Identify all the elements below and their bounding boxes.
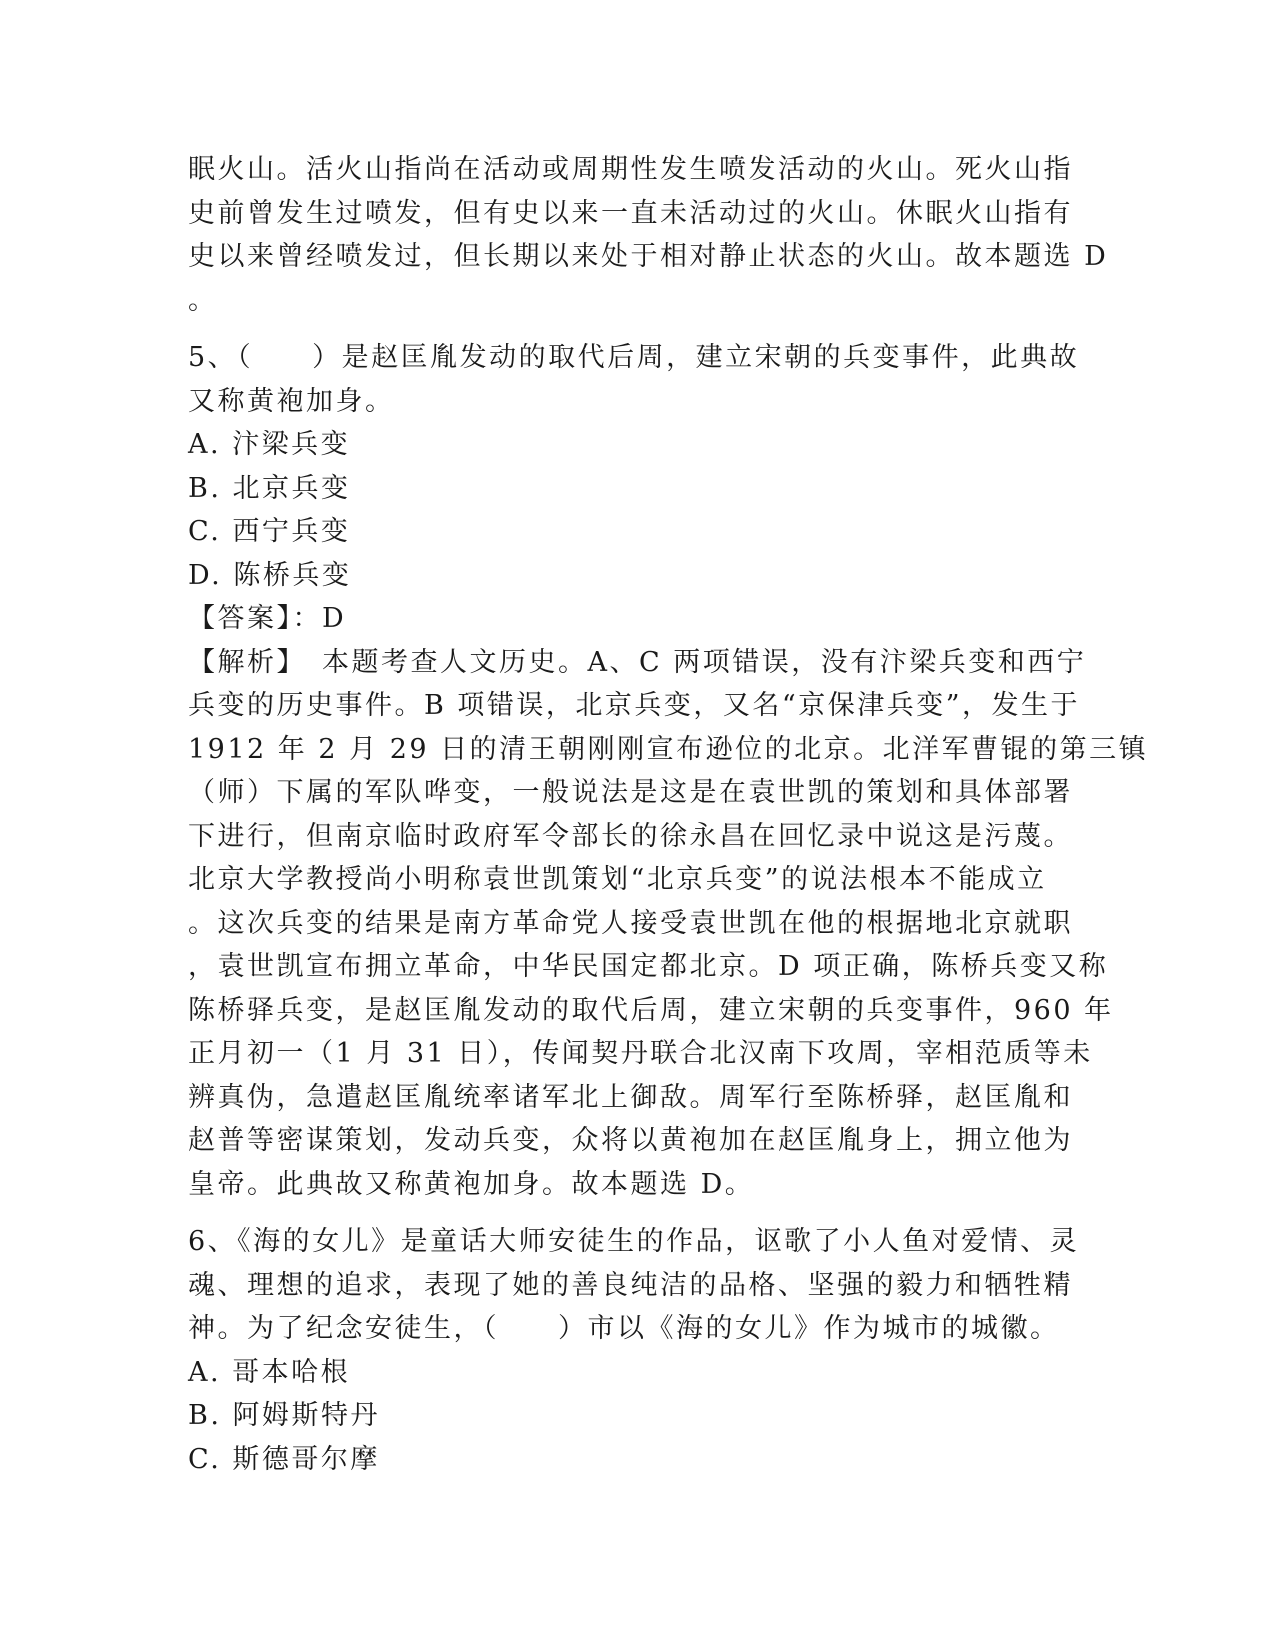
analysis-line: 陈桥驿兵变，是赵匡胤发动的取代后周，建立宋朝的兵变事件，960 年 bbox=[188, 994, 1114, 1026]
option-b: B. 北京兵变 bbox=[188, 472, 351, 504]
analysis-line: 辨真伪，急遣赵匡胤统率诸军北上御敌。周军行至陈桥驿，赵匡胤和 bbox=[188, 1081, 1073, 1113]
option-c: C. 西宁兵变 bbox=[188, 516, 351, 547]
answer: 【答案】：D bbox=[188, 603, 347, 634]
analysis-line: 【解析】 本题考查人文历史。A、C 两项错误，没有汴梁兵变和西宁 bbox=[188, 646, 1087, 678]
analysis-line: 1912 年 2 月 29 日的清王朝刚刚宣布逊位的北京。北洋军曹锟的第三镇 bbox=[188, 733, 1149, 765]
question-5 bbox=[188, 336, 1149, 1206]
text-line: 史前曾发生过喷发，但有史以来一直未活动过的火山。休眠火山指有 bbox=[188, 197, 1073, 229]
analysis-line: 赵普等密谋策划，发动兵变，众将以黄袍加在赵匡胤身上，拥立他为 bbox=[188, 1125, 1073, 1156]
question-stem: 魂、理想的追求，表现了她的善良纯洁的品格、坚强的毅力和牺牲精 bbox=[188, 1269, 1073, 1301]
analysis-line: 兵变的历史事件。B 项错误，北京兵变，又名“京保津兵变”，发生于 bbox=[188, 690, 1081, 721]
analysis-line: 正月初一（1 月 31 日），传闻契丹联合北汉南下攻周，宰相范质等未 bbox=[188, 1038, 1093, 1069]
analysis-line: （师）下属的军队哗变，一般说法是这是在袁世凯的策划和具体部署 bbox=[188, 777, 1073, 808]
option-c: C. 斯德哥尔摩 bbox=[188, 1443, 380, 1475]
question-6 bbox=[188, 1220, 1088, 1481]
analysis-line: 皇帝。此典故又称黄袍加身。故本题选 D。 bbox=[188, 1168, 755, 1200]
analysis bbox=[188, 641, 1149, 1207]
question-stem: 6、《海的女儿》是童话大师安徒生的作品，讴歌了小人鱼对爱情、灵 bbox=[188, 1226, 1080, 1257]
previous-analysis-continuation bbox=[188, 148, 1109, 322]
text-line: 眠火山。活火山指尚在活动或周期性发生喷发活动的火山。死火山指 bbox=[188, 154, 1073, 185]
option-a: A. 哥本哈根 bbox=[188, 1356, 351, 1388]
question-stem: 5、（ ）是赵匡胤发动的取代后周，建立宋朝的兵变事件，此典故 bbox=[188, 342, 1080, 373]
option-b: B. 阿姆斯特丹 bbox=[188, 1400, 381, 1431]
text-line: 。 bbox=[188, 284, 218, 316]
option-d: D. 陈桥兵变 bbox=[188, 559, 352, 591]
question-stem: 又称黄袍加身。 bbox=[188, 385, 395, 417]
analysis-line: ，袁世凯宣布拥立革命，中华民国定都北京。D 项正确，陈桥兵变又称 bbox=[188, 951, 1109, 982]
question-stem: 神。为了纪念安徒生，（ ）市以《海的女儿》作为城市的城徽。 bbox=[188, 1313, 1060, 1344]
text-line: 史以来曾经喷发过，但长期以来处于相对静止状态的火山。故本题选 D bbox=[188, 241, 1109, 272]
analysis-line: 北京大学教授尚小明称袁世凯策划“北京兵变”的说法根本不能成立 bbox=[188, 864, 1047, 895]
analysis-line: 。这次兵变的结果是南方革命党人接受袁世凯在他的根据地北京就职 bbox=[188, 907, 1073, 939]
analysis-line: 下进行，但南京临时政府军令部长的徐永昌在回忆录中说这是污蔑。 bbox=[188, 820, 1073, 852]
document-page bbox=[188, 148, 1149, 1481]
option-a: A. 汴梁兵变 bbox=[188, 429, 351, 460]
